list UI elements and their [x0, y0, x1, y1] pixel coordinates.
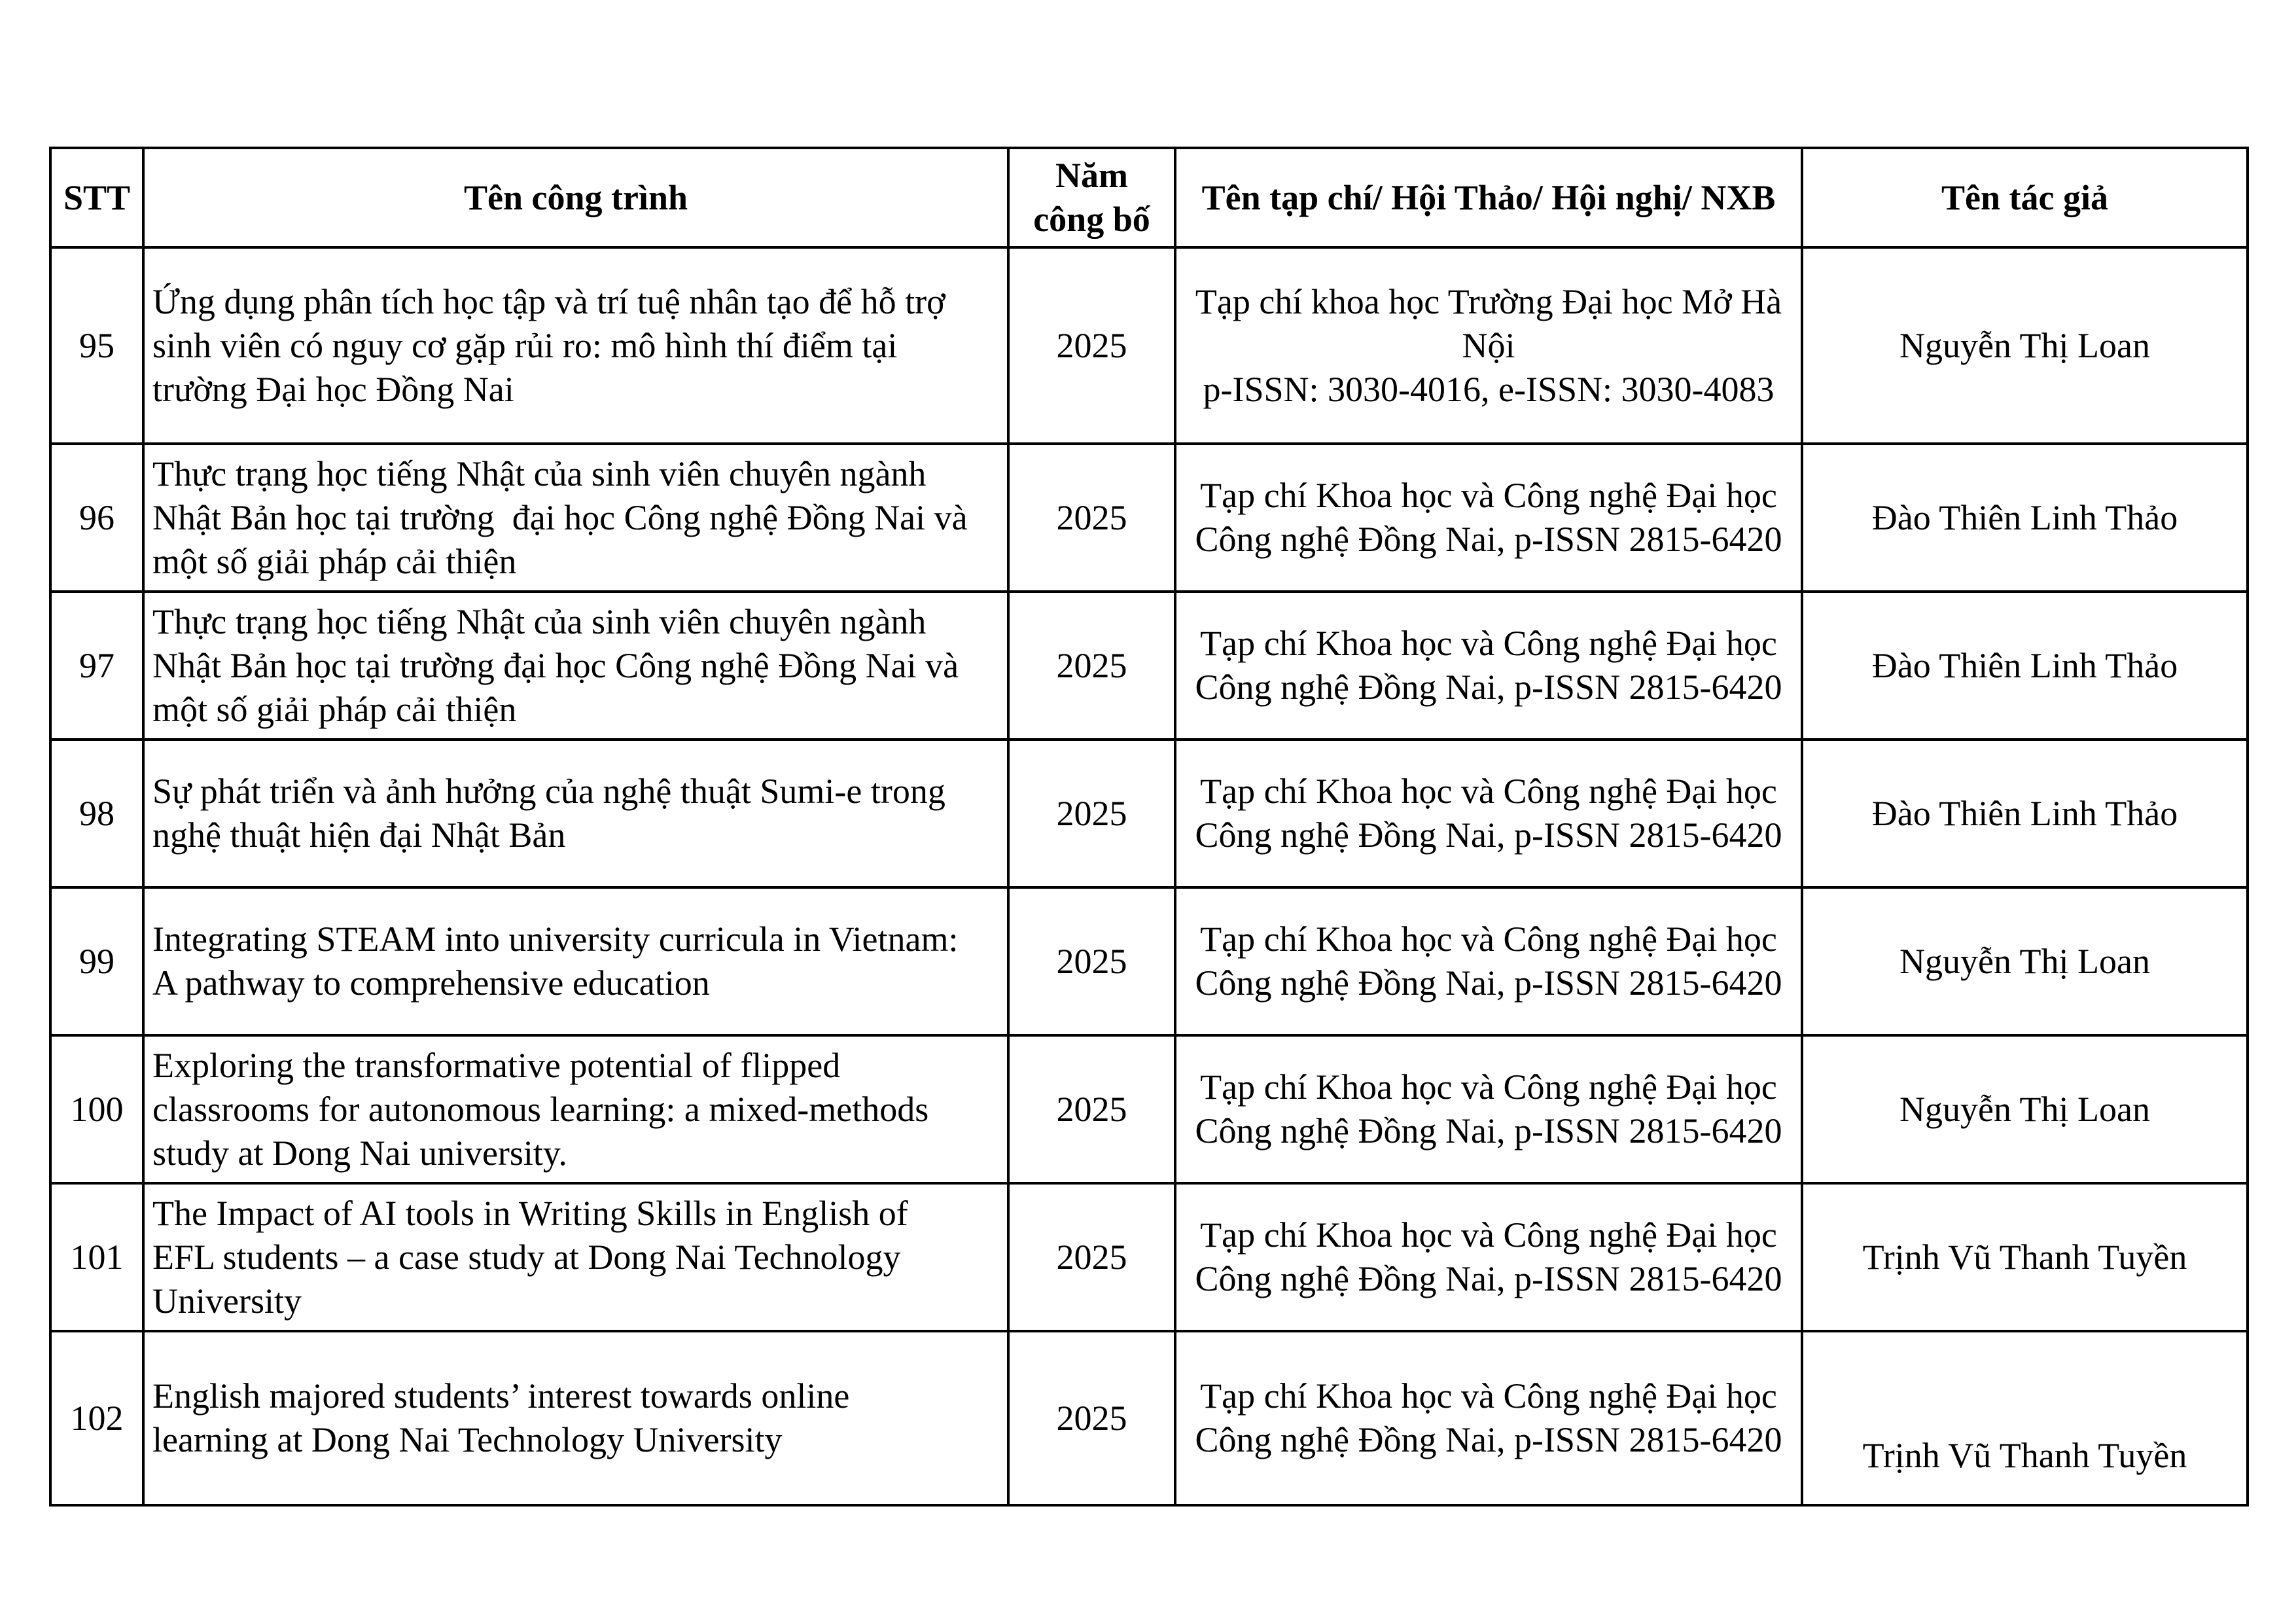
cell-journal	[1175, 444, 1802, 592]
cell-author: Trịnh Vũ Thanh Tuyền	[1802, 1183, 2248, 1331]
cell-stt: 101	[50, 1183, 143, 1331]
cell-year: 2025	[1008, 1331, 1175, 1505]
title-line: Ứng dụng phân tích học tập và trí tuệ nhân tạo để hỗ trợ	[152, 281, 945, 321]
cell-title	[143, 740, 1008, 887]
cell-journal	[1175, 247, 1802, 444]
journal-line: Nội	[1462, 325, 1515, 365]
cell-year: 2025	[1008, 444, 1175, 592]
cell-stt: 96	[50, 444, 143, 592]
publications-table	[49, 147, 2249, 1507]
cell-year: 2025	[1008, 1183, 1175, 1331]
cell-journal	[1175, 1035, 1802, 1183]
cell-stt: 100	[50, 1035, 143, 1183]
table-row	[50, 887, 2248, 1035]
title-line: Nhật Bản học tại trường đại học Công nghệ Đồng Nai và	[152, 497, 968, 537]
cell-title	[143, 1183, 1008, 1331]
title-line: một số giải pháp cải thiện	[152, 541, 517, 581]
journal-line: Công nghệ Đồng Nai, p-ISSN 2815-6420	[1195, 1420, 1782, 1459]
journal-line: Tạp chí Khoa học và Công nghệ Đại học	[1200, 476, 1777, 515]
header-year	[1008, 148, 1175, 247]
table-body	[50, 247, 2248, 1505]
cell-stt: 97	[50, 592, 143, 740]
journal-line: Tạp chí Khoa học và Công nghệ Đại học	[1200, 1067, 1777, 1107]
cell-journal	[1175, 592, 1802, 740]
journal-line: Tạp chí Khoa học và Công nghệ Đại học	[1200, 772, 1777, 811]
cell-author: Trịnh Vũ Thanh Tuyền	[1802, 1331, 2248, 1505]
title-line: Thực trạng học tiếng Nhật của sinh viên chuyên ngành	[152, 454, 927, 493]
title-line: A pathway to comprehensive education	[152, 963, 710, 1003]
table-header	[50, 148, 2248, 247]
title-line: Sự phát triển và ảnh hưởng của nghệ thuật Sumi-e trong	[152, 772, 945, 811]
cell-author: Đào Thiên Linh Thảo	[1802, 592, 2248, 740]
cell-title	[143, 887, 1008, 1035]
cell-stt: 102	[50, 1331, 143, 1505]
table-row	[50, 1183, 2248, 1331]
title-line: EFL students – a case study at Dong Nai Technology	[152, 1237, 901, 1277]
header-stt: STT	[50, 148, 143, 247]
table-row	[50, 740, 2248, 887]
title-line: learning at Dong Nai Technology University	[152, 1420, 783, 1459]
cell-journal	[1175, 740, 1802, 887]
journal-line: Tạp chí Khoa học và Công nghệ Đại học	[1200, 1215, 1777, 1255]
cell-journal	[1175, 887, 1802, 1035]
cell-year: 2025	[1008, 740, 1175, 887]
cell-author: Nguyễn Thị Loan	[1802, 247, 2248, 444]
header-row	[50, 148, 2248, 247]
title-line: một số giải pháp cải thiện	[152, 689, 517, 729]
journal-line: Tạp chí khoa học Trường Đại học Mở Hà	[1195, 281, 1782, 321]
table-row	[50, 1035, 2248, 1183]
header-journal: Tên tạp chí/ Hội Thảo/ Hội nghị/ NXB	[1175, 148, 1802, 247]
cell-author: Nguyễn Thị Loan	[1802, 1035, 2248, 1183]
journal-line: Công nghệ Đồng Nai, p-ISSN 2815-6420	[1195, 668, 1782, 707]
journal-line: Tạp chí Khoa học và Công nghệ Đại học	[1200, 919, 1777, 959]
cell-author: Nguyễn Thị Loan	[1802, 887, 2248, 1035]
journal-line: Công nghệ Đồng Nai, p-ISSN 2815-6420	[1195, 520, 1782, 559]
cell-journal	[1175, 1331, 1802, 1505]
table-row	[50, 247, 2248, 444]
cell-title	[143, 247, 1008, 444]
cell-stt: 99	[50, 887, 143, 1035]
journal-line: Công nghệ Đồng Nai, p-ISSN 2815-6420	[1195, 1259, 1782, 1298]
cell-year: 2025	[1008, 592, 1175, 740]
title-line: Integrating STEAM into university curricula in Vietnam:	[152, 919, 959, 959]
title-line: trường Đại học Đồng Nai	[152, 369, 514, 409]
journal-line: Công nghệ Đồng Nai, p-ISSN 2815-6420	[1195, 1111, 1782, 1150]
title-line: The Impact of AI tools in Writing Skills in English of	[152, 1193, 908, 1233]
cell-year: 2025	[1008, 247, 1175, 444]
title-line: Nhật Bản học tại trường đại học Công nghệ Đồng Nai và	[152, 645, 959, 685]
header-year-line2: công bố	[1033, 200, 1150, 239]
cell-title	[143, 444, 1008, 592]
title-line: Thực trạng học tiếng Nhật của sinh viên chuyên ngành	[152, 601, 927, 641]
table-row	[50, 592, 2248, 740]
title-line: Exploring the transformative potential of flipped	[152, 1045, 841, 1085]
cell-year: 2025	[1008, 1035, 1175, 1183]
cell-stt: 98	[50, 740, 143, 887]
cell-journal	[1175, 1183, 1802, 1331]
title-line: nghệ thuật hiện đại Nhật Bản	[152, 815, 566, 855]
title-line: sinh viên có nguy cơ gặp rủi ro: mô hình thí điểm tại	[152, 325, 898, 365]
cell-title	[143, 592, 1008, 740]
header-year-line1: Năm	[1055, 156, 1128, 195]
cell-author: Đào Thiên Linh Thảo	[1802, 740, 2248, 887]
journal-line: p-ISSN: 3030-4016, e-ISSN: 3030-4083	[1203, 369, 1775, 409]
header-title: Tên công trình	[143, 148, 1008, 247]
journal-line: Công nghệ Đồng Nai, p-ISSN 2815-6420	[1195, 963, 1782, 1003]
cell-title	[143, 1035, 1008, 1183]
title-line: study at Dong Nai university.	[152, 1133, 567, 1173]
title-line: English majored students’ interest towards online	[152, 1376, 850, 1416]
title-line: classrooms for autonomous learning: a mixed-methods	[152, 1089, 929, 1129]
journal-line: Tạp chí Khoa học và Công nghệ Đại học	[1200, 624, 1777, 663]
cell-year: 2025	[1008, 887, 1175, 1035]
table-row	[50, 444, 2248, 592]
cell-title	[143, 1331, 1008, 1505]
header-author: Tên tác giả	[1802, 148, 2248, 247]
cell-stt: 95	[50, 247, 143, 444]
table-row	[50, 1331, 2248, 1505]
cell-author: Đào Thiên Linh Thảo	[1802, 444, 2248, 592]
journal-line: Tạp chí Khoa học và Công nghệ Đại học	[1200, 1376, 1777, 1416]
journal-line: Công nghệ Đồng Nai, p-ISSN 2815-6420	[1195, 815, 1782, 855]
title-line: University	[152, 1281, 302, 1321]
